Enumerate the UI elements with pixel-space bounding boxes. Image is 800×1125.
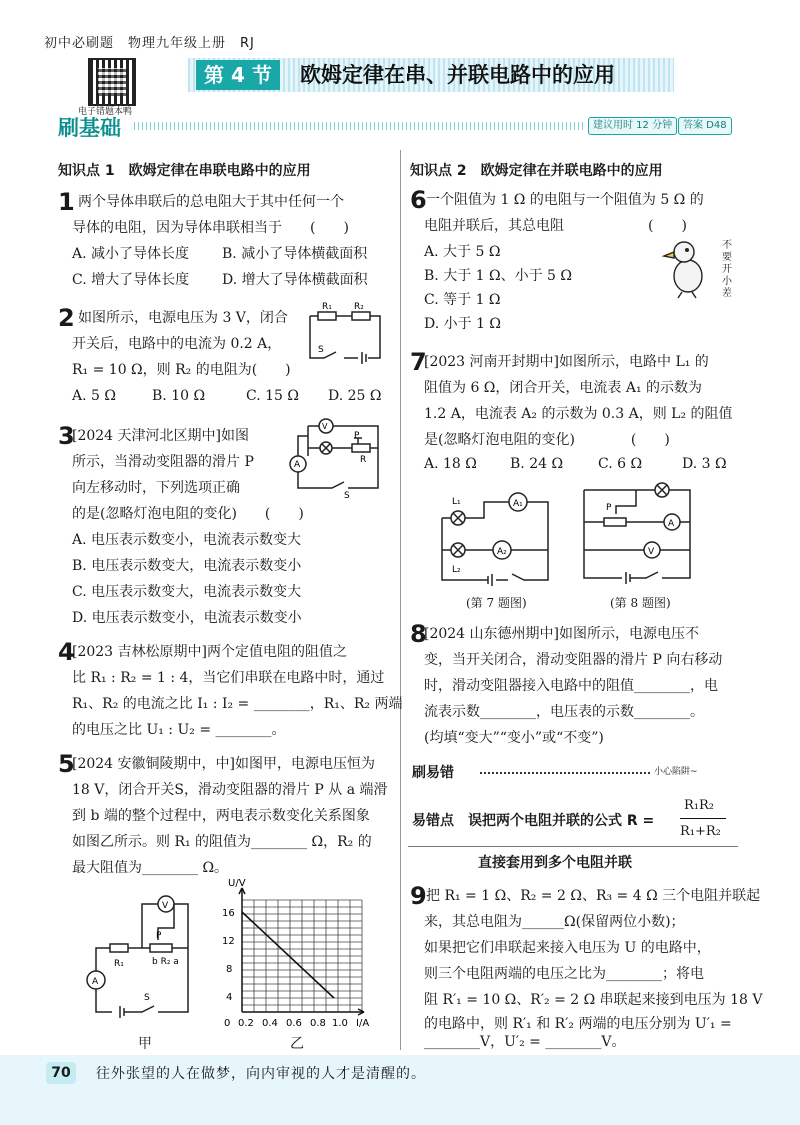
qr-code[interactable] xyxy=(88,58,136,106)
page-title: 欧姆定律在串、并联电路中的应用 xyxy=(300,63,615,87)
q2-stem: 开关后，电路中的电流为 0.2 A， xyxy=(72,336,282,352)
q7-stem: [2023 河南开封期中]如图所示，电路中 L₁ 的 xyxy=(424,354,709,370)
svg-text:A₁: A₁ xyxy=(513,499,523,509)
svg-text:A: A xyxy=(92,977,99,987)
section-number: 第 4 节 xyxy=(196,60,280,90)
q1-option[interactable]: B. 减小了导体横截面积 xyxy=(222,246,368,262)
q4-stem: [2023 吉林松原期中]两个定值电阻的阻值之 xyxy=(72,644,348,660)
q2-number: 2 xyxy=(58,304,75,332)
q2-option[interactable]: D. 25 Ω xyxy=(328,388,382,404)
q2-stem: 如图所示，电源电压为 3 V，闭合 xyxy=(78,310,288,326)
q9-number: 9 xyxy=(410,882,427,910)
trap-hint: 小心陷阱~ xyxy=(654,767,698,777)
q1-option[interactable]: C. 增大了导体长度 xyxy=(72,272,190,288)
svg-text:V: V xyxy=(648,547,655,557)
graph-xtick: 0.8 xyxy=(310,1018,326,1029)
q1-option[interactable]: A. 减小了导体长度 xyxy=(72,246,190,262)
q7-stem: 1.2 A，电流表 A₂ 的示数为 0.3 A，则 L₂ 的阻值 xyxy=(424,406,733,422)
q2-option[interactable]: A. 5 Ω xyxy=(72,388,116,404)
q7-option[interactable]: A. 18 Ω xyxy=(424,456,477,472)
q4-stem: 的电压之比 U₁ : U₂ = ________。 xyxy=(72,722,286,738)
graph-x-label: I/A xyxy=(356,1018,370,1029)
q1-option[interactable]: D. 增大了导体横截面积 xyxy=(222,272,368,288)
q6-stem: 一个阻值为 1 Ω 的电阻与一个阻值为 5 Ω 的 xyxy=(426,192,704,208)
q5-number: 5 xyxy=(58,750,75,778)
graph-ytick: 8 xyxy=(226,964,233,975)
q7-number: 7 xyxy=(410,348,427,376)
svg-text:P: P xyxy=(156,931,162,941)
mascot-caption: 不要开小差 xyxy=(722,240,732,299)
svg-text:b R₂ a: b R₂ a xyxy=(152,957,179,967)
q3-option[interactable]: A. 电压表示数变小，电流表示数变大 xyxy=(72,532,302,548)
q8-stem: 流表示数________，电压表的示数________。 xyxy=(424,704,704,720)
svg-text:R₁: R₁ xyxy=(322,302,332,312)
q6-option[interactable]: C. 等于 1 Ω xyxy=(424,292,501,308)
q9-stem: 把 R₁ = 1 Ω、R₂ = 2 Ω、R₃ = 4 Ω 三个电阻并联起 xyxy=(426,888,761,904)
q3-circuit-diagram xyxy=(288,416,388,498)
q1-stem: 两个导体串联后的总电阻大于其中任何一个 xyxy=(78,194,344,210)
q3-stem: [2024 天津河北区期中]如图 xyxy=(72,428,250,444)
qr-caption: 电子错题本鸭 xyxy=(78,107,133,117)
q9-stem: 来，其总电阻为______Ω(保留两位小数)； xyxy=(424,914,685,930)
q8-number: 8 xyxy=(410,620,427,648)
q7-option[interactable]: B. 24 Ω xyxy=(510,456,564,472)
q8-circuit-diagram xyxy=(576,478,696,588)
q2-option[interactable]: B. 10 Ω xyxy=(152,388,206,404)
q4-stem: 比 R₁ : R₂ = 1 : 4，当它们串联在电路中时，通过 xyxy=(72,670,385,686)
svg-text:V: V xyxy=(162,901,169,911)
q9-stem: 如果把它们串联起来接入电压为 U 的电路中， xyxy=(424,940,711,956)
q2-circuit-diagram xyxy=(306,300,386,370)
page-number: 70 xyxy=(46,1062,76,1084)
q6-option[interactable]: B. 大于 1 Ω、小于 5 Ω xyxy=(424,268,573,284)
svg-text:L₁: L₁ xyxy=(452,497,461,507)
q5-graph xyxy=(218,876,388,1032)
graph-xtick: 0.4 xyxy=(262,1018,278,1029)
answer-tag: 答案 D48 xyxy=(678,117,732,135)
divider xyxy=(408,846,738,847)
svg-text:P: P xyxy=(606,503,612,513)
brush-basic-label: 刷基础 xyxy=(58,116,121,140)
svg-text:S: S xyxy=(318,345,324,355)
svg-text:A: A xyxy=(294,460,301,470)
footer-motto: 往外张望的人在做梦，向内审视的人才是清醒的。 xyxy=(96,1066,426,1082)
q8-figure-caption: (第 8 题图) xyxy=(610,596,671,610)
svg-text:V: V xyxy=(322,422,328,431)
q6-option[interactable]: D. 小于 1 Ω xyxy=(424,316,502,332)
graph-xtick: 0 xyxy=(224,1018,231,1029)
dotted-divider xyxy=(134,122,586,130)
knowledge-point-1: 知识点 1 欧姆定律在串联电路中的应用 xyxy=(58,163,311,179)
q8-stem: [2024 山东德州期中]如图所示，电源电压不 xyxy=(424,626,700,642)
error-point: 易错点 误把两个电阻并联的公式 R = xyxy=(412,813,655,829)
q6-option[interactable]: A. 大于 5 Ω xyxy=(424,244,501,260)
q3-stem: 的是(忽略灯泡电阻的变化) ( ) xyxy=(72,506,304,522)
q3-option[interactable]: C. 电压表示数变大，电流表示数变大 xyxy=(72,584,302,600)
q9-stem: 则三个电阻两端的电压之比为________；将电 xyxy=(424,966,704,982)
q7-stem: 是(忽略灯泡电阻的变化) ( ) xyxy=(424,432,670,448)
q3-stem: 向左移动时，下列选项正确 xyxy=(72,480,240,496)
q8-stem: 变，当开关闭合，滑动变阻器的滑片 P 向右移动 xyxy=(424,652,723,668)
q5-figure-label-b: 乙 xyxy=(290,1036,304,1052)
graph-ytick: 12 xyxy=(222,936,235,947)
column-divider xyxy=(400,150,401,1050)
duck-mascot-icon xyxy=(660,236,720,300)
q7-option[interactable]: C. 6 Ω xyxy=(598,456,643,472)
q3-option[interactable]: D. 电压表示数变小，电流表示数变小 xyxy=(72,610,302,626)
q5-stem: 到 b 端的整个过程中，两电表示数变化关系图象 xyxy=(72,808,370,824)
q1-number: 1 xyxy=(58,188,75,216)
graph-ytick: 16 xyxy=(222,908,235,919)
error-subtitle: 直接套用到多个电阻并联 xyxy=(478,855,632,871)
graph-xtick: 0.2 xyxy=(238,1018,254,1029)
q7-stem: 阻值为 6 Ω，闭合开关，电流表 A₁ 的示数为 xyxy=(424,380,703,396)
q1-stem: 导体的电阻，因为导体串联相当于 ( ) xyxy=(72,220,349,236)
knowledge-point-2: 知识点 2 欧姆定律在并联电路中的应用 xyxy=(410,163,663,179)
q5-stem: 如图乙所示。则 R₁ 的阻值为________ Ω，R₂ 的 xyxy=(72,834,372,850)
q6-stem: 电阻并联后，其总电阻 ( ) xyxy=(424,218,687,234)
q6-number: 6 xyxy=(410,186,427,214)
svg-text:S: S xyxy=(344,491,350,498)
q5-circuit-diagram-a xyxy=(84,888,204,1026)
q3-number: 3 xyxy=(58,422,75,450)
q9-stem: ________V，U′₂ = ________V。 xyxy=(424,1034,626,1050)
q5-stem: [2024 安徽铜陵期中，中]如图甲，电源电压恒为 xyxy=(72,756,376,772)
svg-text:R₁: R₁ xyxy=(114,959,124,969)
formula-denominator: R₁+R₂ xyxy=(680,824,721,839)
q5-stem: 最大阻值为________ Ω。 xyxy=(72,860,229,876)
time-tag: 建议用时 12 分钟 xyxy=(588,117,677,135)
error-section-heading: 刷易错 xyxy=(412,765,454,781)
svg-text:S: S xyxy=(144,993,150,1003)
q4-number: 4 xyxy=(58,638,75,666)
q2-stem: R₁ = 10 Ω，则 R₂ 的电阻为( ) xyxy=(72,362,291,378)
fraction-bar xyxy=(680,818,726,819)
svg-text:A₂: A₂ xyxy=(497,547,507,557)
q5-figure-label-a: 甲 xyxy=(138,1036,152,1052)
q7-circuit-diagram xyxy=(438,484,558,588)
svg-text:P: P xyxy=(354,431,360,441)
q4-stem: R₁、R₂ 的电流之比 I₁ : I₂ = ________，R₁、R₂ 两端 xyxy=(72,696,403,712)
q9-stem: 的电路中，则 R′₁ 和 R′₂ 两端的电压分别为 U′₁ = xyxy=(424,1016,732,1032)
svg-text:A: A xyxy=(668,519,675,529)
q5-stem: 18 V，闭合开关S，滑动变阻器的滑片 P 从 a 端滑 xyxy=(72,782,388,798)
q9-stem: 阻 R′₁ = 10 Ω、R′₂ = 2 Ω 串联起来接到电压为 18 V xyxy=(424,992,763,1008)
graph-y-label: U/V xyxy=(228,878,246,889)
q7-option[interactable]: D. 3 Ω xyxy=(682,456,727,472)
graph-ytick: 4 xyxy=(226,992,233,1003)
svg-text:L₂: L₂ xyxy=(452,565,461,575)
q7-figure-caption: (第 7 题图) xyxy=(466,596,527,610)
book-header: 初中必刷题 物理九年级上册 RJ xyxy=(44,36,255,51)
q8-stem: 时，滑动变阻器接入电路中的阻值________，电 xyxy=(424,678,718,694)
svg-text:R: R xyxy=(360,455,367,465)
graph-xtick: 1.0 xyxy=(332,1018,348,1029)
svg-text:R₂: R₂ xyxy=(354,302,364,312)
formula-numerator: R₁R₂ xyxy=(684,798,714,813)
q3-option[interactable]: B. 电压表示数变大，电流表示数变小 xyxy=(72,558,302,574)
q2-option[interactable]: C. 15 Ω xyxy=(246,388,299,404)
q8-stem: (均填“变大”“变小”或“不变”) xyxy=(424,730,604,746)
q3-stem: 所示，当滑动变阻器的滑片 P xyxy=(72,454,254,470)
graph-xtick: 0.6 xyxy=(286,1018,302,1029)
dotted-line xyxy=(480,772,650,774)
